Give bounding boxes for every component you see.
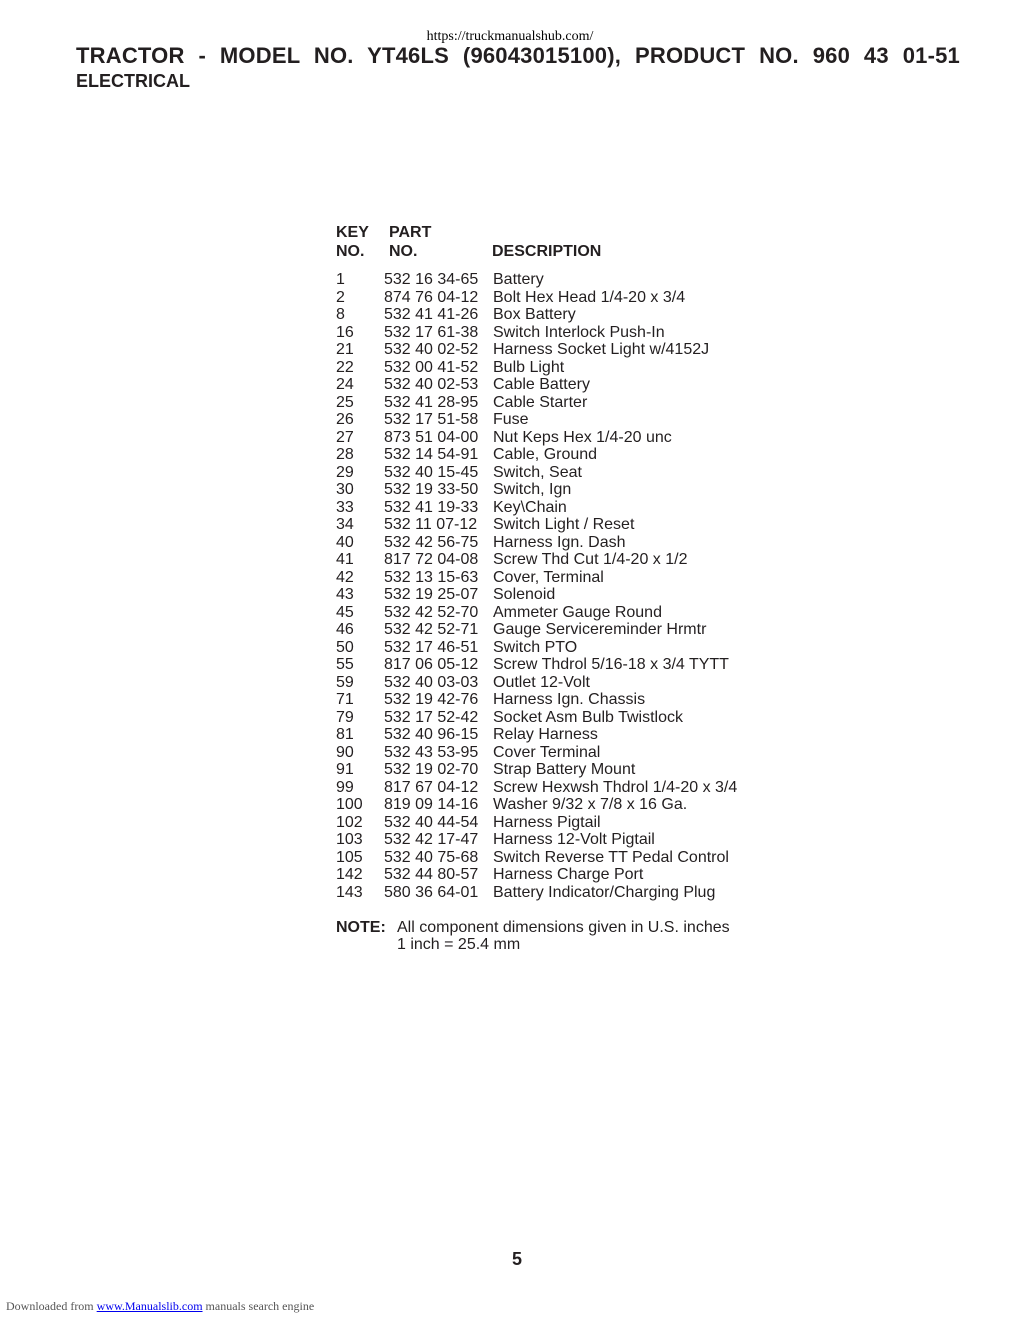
parts-row [336, 726, 836, 744]
page-number: 5 [511, 1249, 522, 1269]
part-number: 532 41 28-95 [384, 393, 479, 411]
parts-row [336, 849, 836, 867]
key-number: 22 [336, 358, 354, 376]
parts-row [336, 656, 836, 674]
key-number: 100 [336, 796, 363, 813]
parts-row [336, 534, 836, 552]
parts-row [336, 551, 836, 569]
footer [6, 1299, 314, 1314]
key-number: 24 [336, 376, 354, 393]
key-number: 25 [336, 393, 354, 411]
key-number: 28 [336, 446, 354, 463]
key-number: 8 [336, 306, 345, 323]
key-number: 41 [336, 551, 354, 568]
part-description: Nut Keps Hex 1/4-20 unc [493, 428, 672, 446]
key-number: 50 [336, 638, 354, 656]
part-description: Harness Pigtail [493, 813, 601, 831]
parts-row [336, 271, 836, 289]
parts-row [336, 324, 836, 342]
part-number: 532 13 15-63 [384, 568, 479, 586]
key-number: 26 [336, 411, 354, 428]
part-number: 532 43 53-95 [384, 743, 479, 761]
key-header-bottom: NO. [336, 243, 365, 260]
section-subtitle: ELECTRICAL [76, 71, 190, 91]
part-number: 532 17 46-51 [384, 638, 479, 656]
part-description: Box Battery [493, 306, 576, 323]
parts-row [336, 796, 836, 814]
part-number: 532 42 52-71 [384, 621, 479, 638]
parts-row [336, 341, 836, 359]
key-number: 16 [336, 323, 354, 341]
description-header: DESCRIPTION [492, 243, 602, 260]
part-description: Switch Reverse TT Pedal Control [493, 848, 729, 866]
part-description: Key\Chain [493, 498, 567, 516]
part-description: Harness Socket Light w/4152J [493, 341, 710, 358]
part-description: Switch Light / Reset [493, 516, 635, 533]
key-number: 33 [336, 498, 354, 516]
part-description: Cable Battery [493, 376, 590, 393]
part-description: Cover, Terminal [493, 568, 604, 586]
parts-row [336, 639, 836, 657]
key-number: 71 [336, 691, 354, 708]
parts-row [336, 464, 836, 482]
part-description: Ammeter Gauge Round [493, 603, 662, 621]
parts-row [336, 831, 836, 849]
parts-row [336, 429, 836, 447]
part-description: Fuse [493, 411, 529, 428]
key-number: 142 [336, 866, 363, 883]
part-description: Switch Interlock Push-In [493, 323, 665, 341]
part-number: 532 19 02-70 [384, 761, 479, 778]
parts-row [336, 674, 836, 692]
parts-row [336, 621, 836, 639]
part-header-bottom: NO. [389, 243, 418, 260]
key-number: 29 [336, 463, 354, 481]
part-description: Strap Battery Mount [493, 761, 636, 778]
parts-row [336, 884, 836, 902]
part-number: 817 72 04-08 [384, 551, 479, 568]
part-description: Solenoid [493, 586, 556, 603]
key-number: 99 [336, 778, 354, 796]
key-number: 105 [336, 848, 363, 866]
note-line-1: All component dimensions given in U.S. inches [397, 919, 730, 936]
part-number: 532 19 25-07 [384, 586, 479, 603]
parts-row [336, 691, 836, 709]
key-number: 102 [336, 813, 363, 831]
part-description: Harness Ign. Dash [493, 533, 626, 551]
part-description: Outlet 12-Volt [493, 673, 590, 691]
parts-row [336, 306, 836, 324]
key-number: 81 [336, 726, 354, 743]
page-title: TRACTOR - MODEL NO. YT46LS (96043015100), PRODUCT NO. 960 43 01-51 [76, 43, 960, 68]
key-number: 34 [336, 516, 354, 533]
part-number: 532 17 52-42 [384, 708, 479, 726]
part-description: Washer 9/32 x 7/8 x 16 Ga. [493, 796, 688, 813]
part-number: 532 40 75-68 [384, 848, 479, 866]
part-description: Switch, Seat [493, 463, 582, 481]
key-number: 46 [336, 621, 354, 638]
key-number: 143 [336, 883, 363, 901]
part-number: 532 19 33-50 [384, 481, 479, 498]
part-number: 532 17 61-38 [384, 323, 479, 341]
parts-row [336, 499, 836, 517]
part-number: 532 41 41-26 [384, 306, 479, 323]
footer-suffix: manuals search engine [205, 1299, 315, 1313]
parts-row [336, 586, 836, 604]
part-number: 874 76 04-12 [384, 288, 479, 306]
parts-row [336, 376, 836, 394]
key-number: 42 [336, 568, 354, 586]
part-description: Gauge Servicereminder Hrmtr [493, 621, 707, 638]
part-number: 532 00 41-52 [384, 358, 479, 376]
key-number: 21 [336, 341, 354, 358]
part-description: Bolt Hex Head 1/4-20 x 3/4 [493, 288, 686, 306]
parts-row [336, 394, 836, 412]
key-number: 30 [336, 481, 354, 498]
part-number: 532 44 80-57 [384, 866, 479, 883]
parts-row [336, 814, 836, 832]
key-number: 40 [336, 533, 354, 551]
part-description: Cover Terminal [493, 743, 601, 761]
part-number: 532 19 42-76 [384, 691, 479, 708]
key-number: 103 [336, 831, 363, 848]
manualslib-link[interactable]: www.Manualslib.com [96, 1299, 203, 1313]
part-description: Battery Indicator/Charging Plug [493, 883, 716, 901]
part-number: 532 42 17-47 [384, 831, 479, 848]
parts-row [336, 289, 836, 307]
part-description: Switch PTO [493, 638, 578, 656]
part-number: 532 16 34-65 [384, 271, 479, 288]
part-number: 532 41 19-33 [384, 498, 479, 516]
key-number: 1 [336, 271, 345, 288]
key-number: 79 [336, 708, 354, 726]
part-number: 817 67 04-12 [384, 778, 479, 796]
key-number: 55 [336, 656, 354, 673]
part-number: 532 40 15-45 [384, 463, 479, 481]
part-header-top: PART [389, 224, 432, 241]
parts-row [336, 446, 836, 464]
part-number: 532 14 54-91 [384, 446, 479, 463]
parts-row [336, 359, 836, 377]
part-description: Screw Hexwsh Thdrol 1/4-20 x 3/4 [493, 778, 738, 796]
parts-row [336, 569, 836, 587]
parts-list [336, 271, 836, 901]
part-description: Relay Harness [493, 726, 598, 743]
part-description: Screw Thd Cut 1/4-20 x 1/2 [493, 551, 688, 568]
key-number: 91 [336, 761, 354, 778]
part-number: 532 42 56-75 [384, 533, 479, 551]
part-description: Bulb Light [493, 358, 565, 376]
key-number: 43 [336, 586, 354, 603]
key-number: 27 [336, 428, 354, 446]
part-description: Battery [493, 271, 544, 288]
parts-row [336, 411, 836, 429]
key-header-top: KEY [336, 224, 369, 241]
part-description: Socket Asm Bulb Twistlock [493, 708, 683, 726]
part-number: 532 40 96-15 [384, 726, 479, 743]
parts-row [336, 779, 836, 797]
key-number: 45 [336, 603, 354, 621]
part-number: 532 42 52-70 [384, 603, 479, 621]
key-number: 90 [336, 743, 354, 761]
part-number: 532 40 02-52 [384, 341, 479, 358]
source-url: https://truckmanualshub.com/ [426, 29, 594, 44]
part-number: 819 09 14-16 [384, 796, 479, 813]
part-number: 532 40 44-54 [384, 813, 479, 831]
note-label: NOTE: [336, 919, 386, 936]
part-number: 873 51 04-00 [384, 428, 479, 446]
footer-prefix: Downloaded from [6, 1299, 94, 1313]
parts-row [336, 744, 836, 762]
parts-row [336, 481, 836, 499]
part-number: 817 06 05-12 [384, 656, 479, 673]
key-number: 59 [336, 673, 354, 691]
note-line-2: 1 inch = 25.4 mm [397, 936, 521, 953]
part-description: Switch, Ign [493, 481, 572, 498]
part-number: 532 40 03-03 [384, 673, 479, 691]
parts-row [336, 604, 836, 622]
part-description: Harness Ign. Chassis [493, 691, 646, 708]
part-number: 532 17 51-58 [384, 411, 479, 428]
part-description: Cable Starter [493, 393, 588, 411]
part-number: 532 40 02-53 [384, 376, 479, 393]
part-description: Screw Thdrol 5/16-18 x 3/4 TYTT [493, 656, 729, 673]
parts-row [336, 866, 836, 884]
parts-row [336, 761, 836, 779]
part-description: Cable, Ground [493, 446, 598, 463]
part-number: 580 36 64-01 [384, 883, 479, 901]
parts-row [336, 516, 836, 534]
part-description: Harness Charge Port [493, 866, 644, 883]
part-description: Harness 12-Volt Pigtail [493, 831, 655, 848]
parts-row [336, 709, 836, 727]
key-number: 2 [336, 288, 345, 306]
part-number: 532 11 07-12 [384, 516, 478, 533]
